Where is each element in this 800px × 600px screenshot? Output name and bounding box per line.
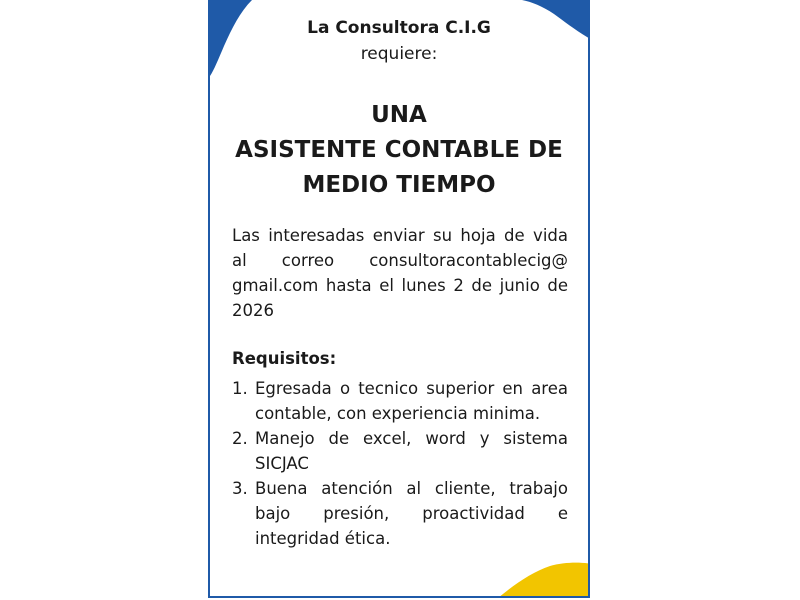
requirement-number: 1. — [232, 379, 248, 398]
requirement-text: Buena atención al cliente, trabajo bajo presión, proactividad e integridad ética. — [255, 479, 568, 548]
requirement-text: Egresada o tecnico superior en area contable, con experiencia minima. — [255, 379, 568, 423]
blue-corner-top-left — [210, 0, 252, 76]
requirement-text: Manejo de excel, word y sistema SICJAC — [255, 429, 568, 473]
requirements-list — [232, 376, 568, 551]
requires-label: requiere: — [360, 44, 438, 64]
company-name: La Consultora C.I.G — [307, 18, 491, 38]
job-title-line: ASISTENTE CONTABLE DE — [235, 137, 563, 163]
job-title-line: UNA — [371, 102, 427, 128]
job-title — [210, 98, 588, 203]
requirement-number: 3. — [232, 479, 248, 498]
requirement-item — [232, 426, 568, 476]
requirement-item — [232, 376, 568, 426]
requirements-heading: Requisitos: — [232, 349, 337, 368]
yellow-corner-bottom-right — [498, 563, 590, 598]
application-instructions: Las interesadas enviar su hoja de vida al correo consultoracontablecig@ gmail.com hasta el lunes 2 de junio de 2026 — [232, 226, 568, 320]
job-posting-card — [208, 0, 590, 598]
requirement-item — [232, 476, 568, 551]
requirement-number: 2. — [232, 429, 248, 448]
job-title-line: MEDIO TIEMPO — [302, 172, 496, 198]
